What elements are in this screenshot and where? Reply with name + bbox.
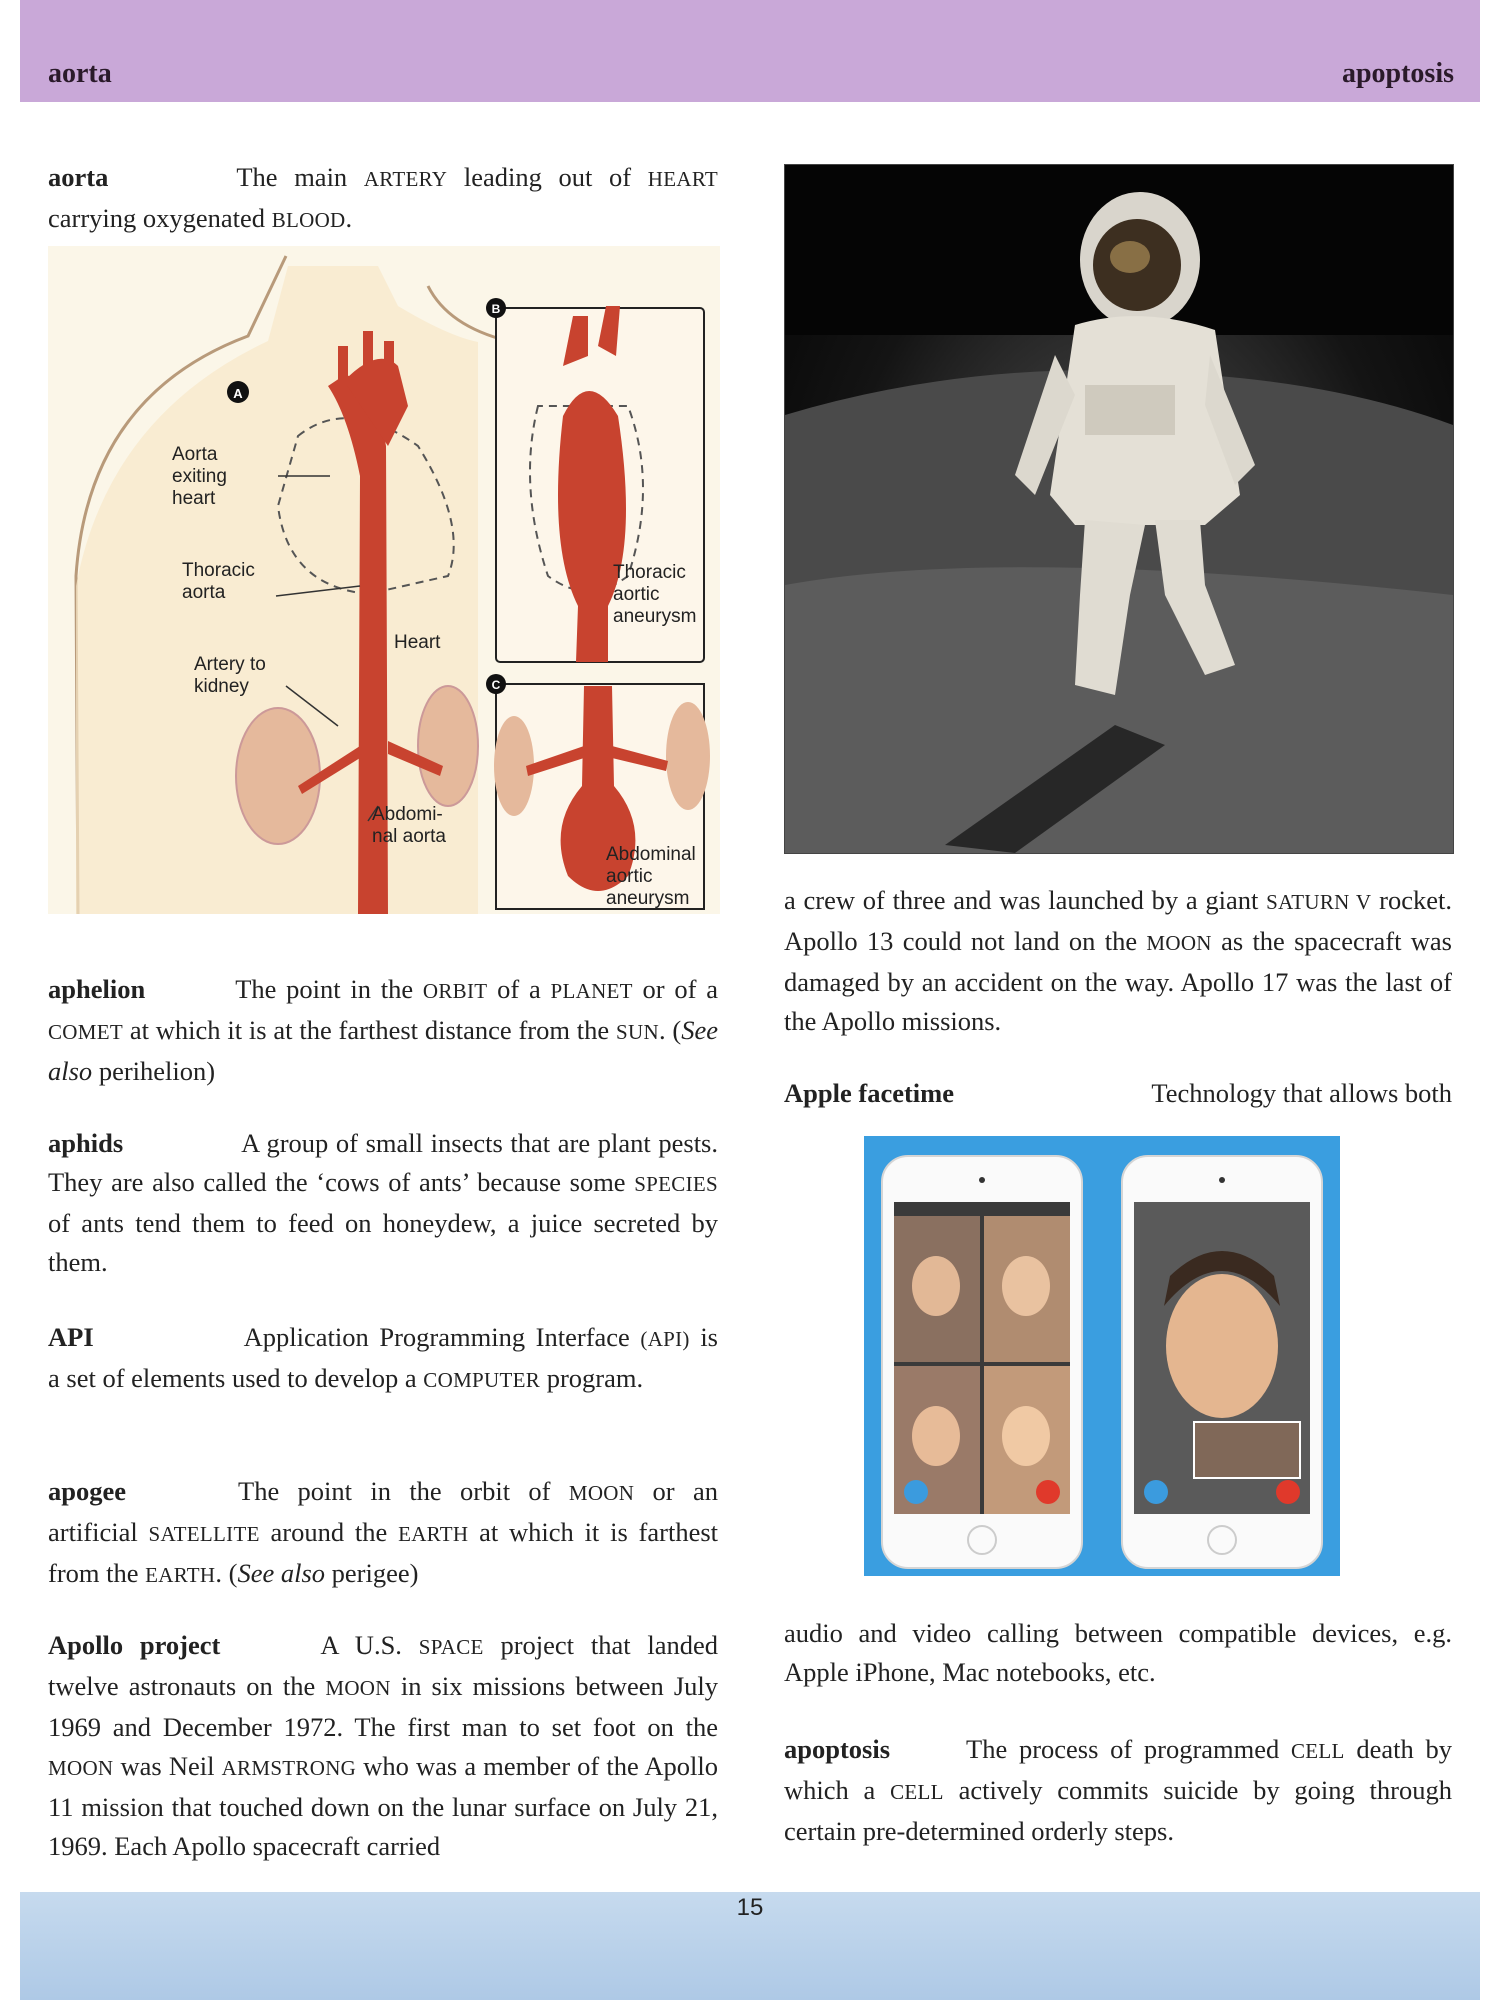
svg-text:Heart: Heart xyxy=(394,632,441,653)
inset-abdominal-aneurysm xyxy=(486,674,710,909)
svg-text:exiting: exiting xyxy=(172,466,227,487)
entry-aorta: aorta The main ARTERY leading out of HEART carrying oxygenated BLOOD. xyxy=(48,162,719,233)
entry-term: aorta xyxy=(48,162,109,192)
svg-text:Abdomi-: Abdomi- xyxy=(372,804,443,825)
moon-astronaut-photo xyxy=(784,164,1454,854)
entry-apple-facetime: Apple facetime Technology that allows both xyxy=(784,1074,1452,1113)
header-left-term: aorta xyxy=(48,58,112,89)
svg-text:aortic: aortic xyxy=(613,584,660,605)
svg-text:nal aorta: nal aorta xyxy=(372,826,446,847)
header-right-term: apoptosis xyxy=(1341,58,1454,89)
svg-text:Artery to: Artery to xyxy=(194,654,266,675)
svg-text:aneurysm: aneurysm xyxy=(606,888,690,909)
svg-text:aortic: aortic xyxy=(606,866,653,887)
entry-term: API xyxy=(48,1322,94,1352)
svg-text:Thoracic: Thoracic xyxy=(182,560,255,581)
svg-text:Thoracic: Thoracic xyxy=(613,562,686,583)
svg-text:Abdominal: Abdominal xyxy=(606,844,696,865)
aorta-illustration xyxy=(48,246,720,914)
inset-thoracic-aneurysm xyxy=(486,298,704,662)
entry-apollo-project-continued: a crew of three and was launched by a giant SATURN V rocket. Apollo 13 could not land on the MOON as the spacecraft was damaged by an accident on the way. Apollo 17 was the last of the Apollo missions. xyxy=(784,885,1452,1036)
svg-text:kidney: kidney xyxy=(194,676,249,697)
entry-term: Apple facetime xyxy=(784,1078,954,1108)
svg-text:Aorta: Aorta xyxy=(172,444,218,465)
entry-term: aphids xyxy=(48,1128,124,1158)
svg-text:heart: heart xyxy=(172,488,216,509)
astronaut-icon xyxy=(785,165,1453,853)
entry-apollo-project: Apollo project A U.S. SPACE project that landed twelve astronauts on the MOON in six missions between July 1969 and December 1972. The first man to set foot on the MOON was Neil ARMSTRONG who was a member of the Apollo 11 mission that touched down on the lunar surface on July 21, 1969. Each Apollo spacecraft carried xyxy=(48,1630,718,1861)
svg-text:aneurysm: aneurysm xyxy=(613,606,697,627)
facetime-image xyxy=(864,1136,1340,1576)
entry-aphids: aphids A group of small insects that are plant pests. They are also called the ‘cows of ants’ because some SPECIES of ants tend them to feed on honeydew, a juice secreted by them. xyxy=(48,1128,718,1277)
iphone-facetime-icon xyxy=(864,1136,1340,1576)
svg-text:A: A xyxy=(233,386,243,401)
aorta-figure xyxy=(48,246,720,914)
entry-term: apogee xyxy=(48,1476,127,1506)
entry-term: Apollo project xyxy=(48,1630,221,1660)
header-band xyxy=(20,0,1480,102)
svg-text:aorta: aorta xyxy=(182,582,226,603)
entry-api: API Application Programming Interface (API) is a set of elements used to develop a COMPUTER program. xyxy=(48,1322,718,1393)
entry-apogee: apogee The point in the orbit of MOON or an artificial SATELLITE around the EARTH at which it is farthest from the EARTH. (See also perigee) xyxy=(48,1476,719,1588)
svg-text:C: C xyxy=(491,678,501,692)
entry-apple-facetime-continued: audio and video calling between compatible devices, e.g. Apple iPhone, Mac notebooks, etc. xyxy=(784,1618,1452,1687)
entry-term: apoptosis xyxy=(784,1734,891,1764)
entry-term: aphelion xyxy=(48,974,146,1004)
svg-text:B: B xyxy=(491,302,501,316)
page-number: 15 xyxy=(736,1894,764,1921)
entry-aphelion: aphelion The point in the ORBIT of a PLANET or of a COMET at which it is at the farthest distance from the SUN. (See also perihelion) xyxy=(48,974,718,1086)
entry-apoptosis: apoptosis The process of programmed CELL death by which a CELL actively commits suicide by going through certain pre-determined orderly steps. xyxy=(784,1734,1452,1846)
